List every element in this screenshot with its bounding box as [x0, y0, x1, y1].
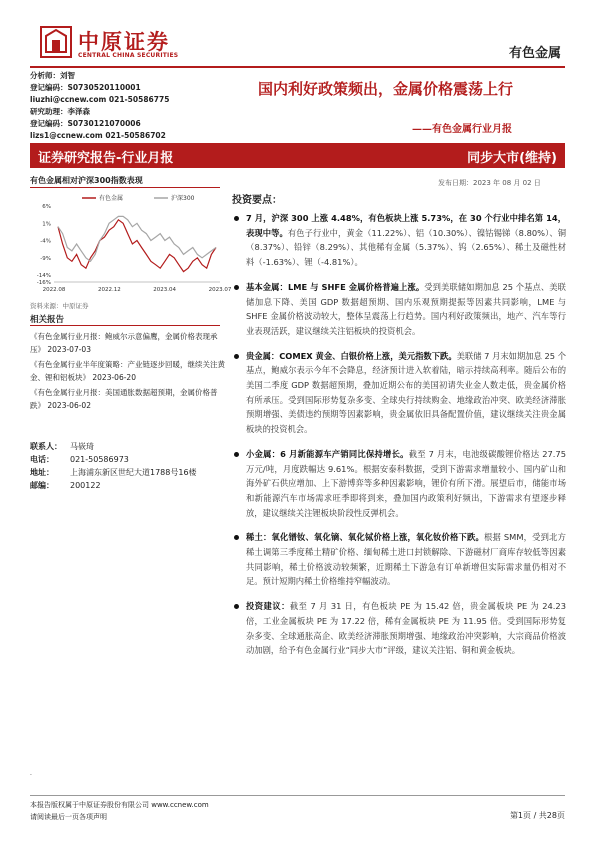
page-mark: . — [30, 770, 32, 777]
related-report-text: 《有色金属行业月报：美国通胀数据超预期，金属价格普跌》 — [30, 388, 218, 410]
report-banner — [30, 143, 565, 168]
key-point-heading: 7 月，沪深 300 上涨 4.48%，有色板块上涨 5.73%，在 30 个行业中排名第 14，表现中等。 — [246, 213, 566, 238]
chart-source: 资料来源：中原证券 — [30, 302, 89, 310]
key-point-body: 有色子行业中，黄金（11.22%）、铝（10.30%）、镍钴锡锑（8.80%）、铜（8.37%）、铅锌（8.29%）、其他稀有金属（5.37%）、钨（2.65%）、稀土及磁性材料（-1.63%）、锂（-4.81%）。 — [246, 227, 566, 268]
page-number: 第1页 / 共28页 — [509, 811, 565, 820]
bullet-dot-icon — [234, 354, 239, 359]
related-report-item[interactable] — [30, 387, 225, 412]
key-point-heading: 小金属：6 月新能源车产销同比保持增长。 — [246, 448, 409, 459]
x-tick-label: 2023.07 — [208, 287, 232, 293]
key-points-list — [232, 211, 566, 668]
footer-divider — [30, 795, 565, 796]
contact-address-label: 地址： — [30, 468, 54, 477]
related-report-date: 2023-06-02 — [47, 400, 91, 410]
bullet-dot-icon — [234, 216, 239, 221]
key-point-body: 截至 7 月末，电池级碳酸锂价格达 27.75 万元/吨，月度跌幅达 9.61%。根据安泰科数据，受到下游需求增量较小、国内矿山和海外矿石供应增加、上下游博弈等多种因素影响，锂价有所下滑。展望后市，储能市场和新能源汽车市场需求旺季即将到来，叠加国内政策利好频出，下游需求有望逐步释放，建议继续关注锂板块阶段性反弹机会。 — [246, 448, 566, 518]
key-point-item — [232, 211, 566, 270]
report-type: 证券研究报告-行业月报 — [38, 151, 174, 166]
related-report-date: 2023-07-03 — [47, 344, 91, 354]
series-line — [58, 216, 216, 261]
disclaimer-notice: 请阅读最后一页各项声明 — [30, 813, 107, 821]
legend-label: 有色金属 — [99, 195, 124, 202]
bullet-dot-icon — [234, 452, 239, 457]
related-report-date: 2023-06-20 — [92, 372, 136, 382]
series-line — [58, 220, 216, 272]
related-report-text: 《有色金属行业月报：鲍威尔示意偏鹰，金属价格表现承压》 — [30, 332, 218, 354]
related-reports-title: 相关报告 — [30, 315, 65, 325]
contact-zip-label: 邮编： — [30, 481, 54, 490]
related-reports-list — [30, 331, 225, 415]
contact-phone: 021-50586973 — [70, 455, 129, 464]
legend-label: 沪深300 — [171, 195, 195, 202]
key-point-item — [232, 280, 566, 339]
key-point-item — [232, 349, 566, 437]
key-point-item — [232, 530, 566, 589]
rating: 同步大市(维持) — [467, 151, 557, 166]
key-point-heading: 投资建议： — [246, 601, 290, 612]
key-point-heading: 基本金属：LME 与 SHFE 金属价格普遍上涨。 — [246, 281, 425, 292]
bullet-dot-icon — [234, 604, 239, 609]
key-points-title: 投资要点： — [232, 195, 282, 206]
y-tick-label: -4% — [40, 238, 51, 245]
key-point-item — [232, 599, 566, 658]
company-logo-english: CENTRAL CHINA SECURITIES — [78, 52, 179, 59]
assistant-reg-code: 登记编码：S0730121070006 — [30, 119, 141, 128]
relative-performance-chart — [30, 192, 232, 297]
bullet-dot-icon — [234, 535, 239, 540]
contact-address: 上海浦东新区世纪大道1788号16楼 — [70, 468, 197, 477]
key-point-body: 美联储 7 月末如期加息 25 个基点，鲍威尔表示今年不会降息，经济预计进入软着陆，暗示持续高利率。随后公布的美国二季度 GDP 数据超预期，叠加近期公布的美国初请失业金人数走低，贵金属价格有所承压。受到国际形势复杂多变、全球央行持续购金、地缘政治冲突、欧美经济滞胀预期增强、美债违约预期等因素影响，贵金属依旧具备配置价值，建议继续关注贵金属板块的投资机会。 — [246, 350, 566, 435]
analyst-contact: liuzhi@ccnew.com 021-50586775 — [30, 95, 170, 104]
analyst-reg-code: 登记编码：S0730520110001 — [30, 83, 141, 92]
industry-tag: 有色金属 — [508, 46, 561, 61]
x-tick-label: 2022.08 — [42, 287, 66, 293]
report-subtitle: ——有色金属行业月报 — [412, 124, 512, 135]
contact-info — [30, 440, 230, 492]
company-logo-emblem — [40, 26, 72, 58]
related-reports-divider — [30, 325, 220, 326]
contact-person-label: 联系人： — [30, 442, 62, 451]
assistant-contact: lizs1@ccnew.com 021-50586702 — [30, 131, 166, 140]
y-tick-label: -16% — [36, 280, 51, 286]
x-tick-label: 2023.04 — [153, 287, 177, 293]
chart-title: 有色金属相对沪深300指数表现 — [30, 176, 143, 185]
key-point-item — [232, 447, 566, 521]
analyst-info — [30, 70, 220, 142]
key-point-heading: 稀土：氧化镨钕、氧化镝、氧化铽价格上涨，氧化钕价格下跌。 — [246, 532, 485, 543]
header-divider — [30, 66, 565, 68]
company-logo-text: 中原证券 — [78, 30, 170, 54]
y-tick-label: -14% — [36, 273, 51, 280]
contact-zip: 200122 — [70, 481, 101, 490]
bullet-dot-icon — [234, 285, 239, 290]
contact-person: 马嵚琦 — [70, 442, 94, 451]
copyright-notice: 本报告版权属于中原证券股份有限公司 www.ccnew.com — [30, 801, 209, 809]
x-tick-label: 2022.12 — [97, 287, 121, 293]
y-tick-label: -9% — [40, 255, 51, 262]
related-report-text: 《有色金属行业半年度策略：产业链逐步回暖，继续关注黄金、锂和铝板块》 — [30, 360, 225, 382]
key-point-body: 受到美联储如期加息 25 个基点、美联储加息下降、美国 GDP 数据超预期、国内乐观预期提振等因素共同影响，LME 与 SHFE 金属价格波动较大，整体呈震荡上行趋势。国内利好政策频出，地产、汽车等行业表现活跃，建议继续关注铝板块的投资机会。 — [246, 281, 566, 336]
analyst-name: 分析师：刘智 — [30, 71, 75, 80]
y-tick-label: 6% — [42, 204, 51, 210]
key-point-body: 截至 7 月 31 日，有色板块 PE 为 15.42 倍，贵金属板块 PE 为 24.23 倍，工业金属板块 PE 为 17.22 倍，稀有金属板块 PE 为 11.95 倍。受到国际形势复杂多变、全球通胀高企、欧美经济滞胀预期增强、地缘政治冲突影响，大宗商品价格波动加剧，给予有色金属行业“同步大市”评级，建议关注铝、铜和黄金板块。 — [246, 601, 566, 656]
related-report-item[interactable] — [30, 359, 225, 384]
contact-phone-label: 电话： — [30, 455, 54, 464]
related-report-item[interactable] — [30, 331, 225, 356]
y-tick-label: 1% — [42, 221, 51, 228]
chart-title-divider — [30, 187, 220, 188]
key-point-heading: 贵金属：COMEX 黄金、白银价格上涨，美元指数下跌。 — [246, 350, 457, 361]
publish-date: 发布日期：2023 年 08 月 02 日 — [438, 179, 541, 187]
assistant-name: 研究助理：李泽森 — [30, 107, 90, 116]
key-point-body: 根据 SMM，受到北方稀土调第三季度稀土精矿价格、缅甸稀土进口封锁解除、下游磁材厂商库存较低等因素共同影响，稀土价格波动较频繁，近期稀土下游急有订单新增但实际需求量仍相对不足。预计短期内稀土价格维持窄幅波动。 — [246, 532, 566, 587]
report-title: 国内利好政策频出，金属价格震荡上行 — [258, 80, 514, 98]
